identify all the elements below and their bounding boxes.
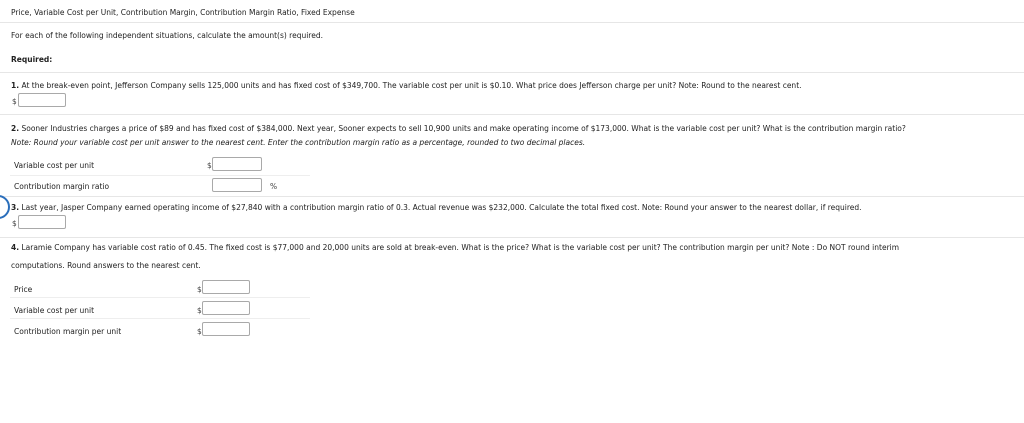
question-number: 3. [11, 203, 20, 212]
question-text: Laramie Company has variable cost ratio of 0.45. The fixed cost is $77,000 and 20,000 units are sold at break-even. What is the price? What is the variable cost per unit? The contribution margin per unit? Note : Do NOT round interim [21, 243, 900, 252]
currency-symbol: $ [197, 306, 202, 315]
question-1 [11, 81, 802, 90]
question-text: Sooner Industries charges a price of $89 and has fixed cost of $384,000. Next year, Sooner expects to sell 10,900 units and make operating income of $173,000. What is the variable cost per unit? What is the contribution margin ratio? [21, 124, 906, 133]
question-number: 2. [11, 124, 20, 133]
q2-cm-ratio-input[interactable] [212, 178, 262, 192]
q4-price-input[interactable] [202, 280, 250, 294]
percent-symbol: % [270, 182, 278, 191]
question-2-note: Note: Round your variable cost per unit answer to the nearest cent. Enter the contribution margin ratio as a percentage, rounded to two decimal places. [11, 138, 586, 147]
label-contribution-margin-per-unit: Contribution margin per unit [14, 327, 122, 336]
row-divider [10, 297, 310, 298]
currency-symbol: $ [12, 97, 17, 106]
question-4-continued: computations. Round answers to the nearest cent. [11, 261, 201, 270]
label-price: Price [14, 285, 33, 294]
currency-symbol: $ [197, 285, 202, 294]
divider [0, 237, 1024, 238]
divider [0, 72, 1024, 73]
q3-fixed-cost-input[interactable] [18, 215, 66, 229]
intro-text: For each of the following independent situations, calculate the amount(s) required. [11, 31, 323, 40]
currency-symbol: $ [197, 327, 202, 336]
question-text: At the break-even point, Jefferson Company sells 125,000 units and has fixed cost of $349,700. The variable cost per unit is $0.10. What price does Jefferson charge per unit? Note: Round to the nearest cent. [21, 81, 802, 90]
current-question-indicator [0, 195, 10, 219]
row-divider [10, 318, 310, 319]
divider [0, 22, 1024, 23]
question-number: 4. [11, 243, 20, 252]
question-number: 1. [11, 81, 20, 90]
q1-price-input[interactable] [18, 93, 66, 107]
q4-contribution-margin-input[interactable] [202, 322, 250, 336]
label-contribution-margin-ratio: Contribution margin ratio [14, 182, 110, 191]
q2-variable-cost-input[interactable] [212, 157, 262, 171]
required-heading: Required: [11, 55, 53, 64]
q4-variable-cost-input[interactable] [202, 301, 250, 315]
divider [0, 196, 1024, 197]
divider [0, 114, 1024, 115]
question-3 [11, 203, 862, 212]
question-4 [11, 243, 899, 252]
page-title: Price, Variable Cost per Unit, Contribution Margin, Contribution Margin Ratio, Fixed Expense [11, 8, 355, 17]
label-variable-cost-per-unit: Variable cost per unit [14, 306, 95, 315]
currency-symbol: $ [12, 219, 17, 228]
row-divider [10, 175, 310, 176]
currency-symbol: $ [207, 161, 212, 170]
question-2 [11, 124, 906, 133]
question-text: Last year, Jasper Company earned operating income of $27,840 with a contribution margin ratio of 0.3. Actual revenue was $232,000. Calculate the total fixed cost. Note: Round your answer to the nearest dollar, if required. [21, 203, 862, 212]
label-variable-cost-per-unit: Variable cost per unit [14, 161, 95, 170]
